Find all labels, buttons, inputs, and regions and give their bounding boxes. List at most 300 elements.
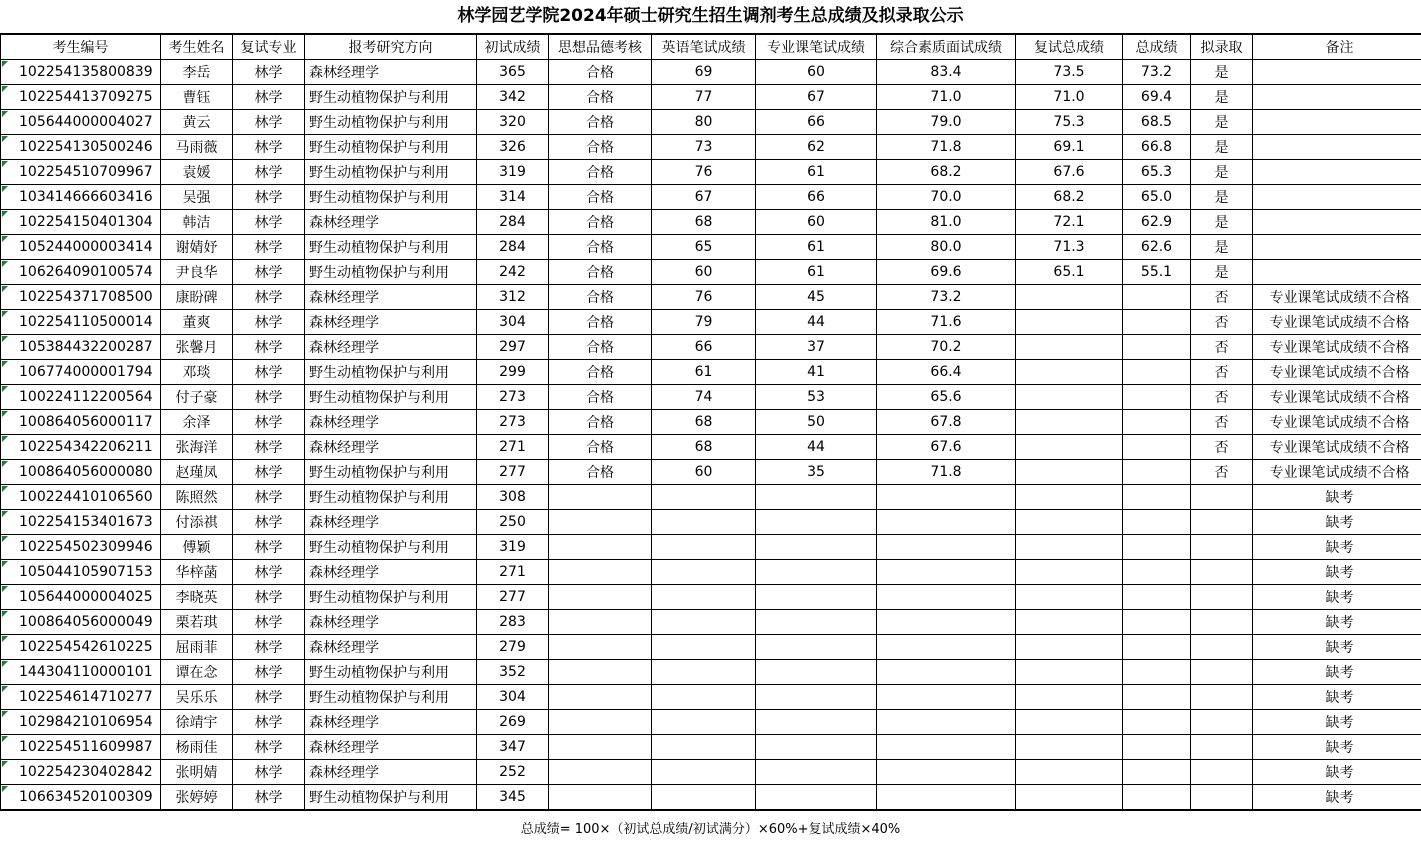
remark-cell[interactable]: 缺考 bbox=[1253, 635, 1421, 660]
major-course-cell[interactable] bbox=[756, 685, 877, 710]
direction-cell[interactable]: 野生动植物保护与利用 bbox=[305, 460, 477, 485]
direction-cell[interactable]: 森林经理学 bbox=[305, 335, 477, 360]
total-score-cell[interactable]: 62.9 bbox=[1123, 210, 1191, 235]
prelim-score-cell[interactable]: 365 bbox=[477, 60, 549, 85]
column-header[interactable]: 综合素质面试成绩 bbox=[877, 35, 1016, 60]
total-score-cell[interactable] bbox=[1123, 410, 1191, 435]
remark-cell[interactable]: 专业课笔试成绩不合格 bbox=[1253, 410, 1421, 435]
remark-cell[interactable]: 缺考 bbox=[1253, 535, 1421, 560]
total-score-cell[interactable] bbox=[1123, 610, 1191, 635]
major-cell[interactable]: 林学 bbox=[233, 585, 305, 610]
major-cell[interactable]: 林学 bbox=[233, 635, 305, 660]
english-cell[interactable]: 69 bbox=[652, 60, 756, 85]
english-cell[interactable] bbox=[652, 710, 756, 735]
retest-total-cell[interactable]: 75.3 bbox=[1016, 110, 1123, 135]
total-score-cell[interactable] bbox=[1123, 585, 1191, 610]
direction-cell[interactable]: 野生动植物保护与利用 bbox=[305, 110, 477, 135]
name-cell[interactable]: 赵瑾凤 bbox=[161, 460, 233, 485]
moral-cell[interactable]: 合格 bbox=[549, 460, 652, 485]
candidate-id-cell[interactable]: 102254342206211 bbox=[1, 435, 161, 460]
english-cell[interactable]: 60 bbox=[652, 460, 756, 485]
major-course-cell[interactable]: 35 bbox=[756, 460, 877, 485]
admit-cell[interactable]: 是 bbox=[1191, 160, 1253, 185]
total-score-cell[interactable]: 55.1 bbox=[1123, 260, 1191, 285]
admit-cell[interactable]: 是 bbox=[1191, 135, 1253, 160]
major-cell[interactable]: 林学 bbox=[233, 185, 305, 210]
column-header[interactable]: 总成绩 bbox=[1123, 35, 1191, 60]
total-score-cell[interactable]: 62.6 bbox=[1123, 235, 1191, 260]
interview-cell[interactable] bbox=[877, 635, 1016, 660]
remark-cell[interactable]: 缺考 bbox=[1253, 735, 1421, 760]
admit-cell[interactable] bbox=[1191, 735, 1253, 760]
retest-total-cell[interactable] bbox=[1016, 360, 1123, 385]
english-cell[interactable]: 76 bbox=[652, 285, 756, 310]
interview-cell[interactable]: 73.2 bbox=[877, 285, 1016, 310]
retest-total-cell[interactable] bbox=[1016, 610, 1123, 635]
candidate-id-cell[interactable]: 102254371708500 bbox=[1, 285, 161, 310]
remark-cell[interactable]: 缺考 bbox=[1253, 610, 1421, 635]
moral-cell[interactable]: 合格 bbox=[549, 60, 652, 85]
remark-cell[interactable]: 专业课笔试成绩不合格 bbox=[1253, 360, 1421, 385]
name-cell[interactable]: 余泽 bbox=[161, 410, 233, 435]
retest-total-cell[interactable] bbox=[1016, 410, 1123, 435]
remark-cell[interactable] bbox=[1253, 260, 1421, 285]
retest-total-cell[interactable] bbox=[1016, 785, 1123, 810]
name-cell[interactable]: 李岳 bbox=[161, 60, 233, 85]
column-header[interactable]: 初试成绩 bbox=[477, 35, 549, 60]
major-cell[interactable]: 林学 bbox=[233, 335, 305, 360]
direction-cell[interactable]: 野生动植物保护与利用 bbox=[305, 660, 477, 685]
major-course-cell[interactable] bbox=[756, 660, 877, 685]
prelim-score-cell[interactable]: 269 bbox=[477, 710, 549, 735]
candidate-id-cell[interactable]: 102984210106954 bbox=[1, 710, 161, 735]
major-course-cell[interactable]: 45 bbox=[756, 285, 877, 310]
major-cell[interactable]: 林学 bbox=[233, 485, 305, 510]
remark-cell[interactable] bbox=[1253, 160, 1421, 185]
prelim-score-cell[interactable]: 284 bbox=[477, 210, 549, 235]
direction-cell[interactable]: 森林经理学 bbox=[305, 435, 477, 460]
candidate-id-cell[interactable]: 102254135800839 bbox=[1, 60, 161, 85]
candidate-id-cell[interactable]: 102254510709967 bbox=[1, 160, 161, 185]
interview-cell[interactable]: 83.4 bbox=[877, 60, 1016, 85]
column-header[interactable]: 思想品德考核 bbox=[549, 35, 652, 60]
admit-cell[interactable]: 是 bbox=[1191, 60, 1253, 85]
major-cell[interactable]: 林学 bbox=[233, 85, 305, 110]
major-course-cell[interactable] bbox=[756, 710, 877, 735]
total-score-cell[interactable] bbox=[1123, 710, 1191, 735]
name-cell[interactable]: 马雨薇 bbox=[161, 135, 233, 160]
admit-cell[interactable] bbox=[1191, 760, 1253, 785]
total-score-cell[interactable]: 69.4 bbox=[1123, 85, 1191, 110]
moral-cell[interactable] bbox=[549, 735, 652, 760]
major-course-cell[interactable] bbox=[756, 760, 877, 785]
moral-cell[interactable]: 合格 bbox=[549, 85, 652, 110]
retest-total-cell[interactable] bbox=[1016, 335, 1123, 360]
retest-total-cell[interactable] bbox=[1016, 760, 1123, 785]
interview-cell[interactable]: 69.6 bbox=[877, 260, 1016, 285]
total-score-cell[interactable] bbox=[1123, 760, 1191, 785]
prelim-score-cell[interactable]: 277 bbox=[477, 460, 549, 485]
direction-cell[interactable]: 野生动植物保护与利用 bbox=[305, 135, 477, 160]
direction-cell[interactable]: 野生动植物保护与利用 bbox=[305, 385, 477, 410]
total-score-cell[interactable] bbox=[1123, 435, 1191, 460]
column-header[interactable]: 英语笔试成绩 bbox=[652, 35, 756, 60]
major-cell[interactable]: 林学 bbox=[233, 310, 305, 335]
interview-cell[interactable] bbox=[877, 560, 1016, 585]
english-cell[interactable] bbox=[652, 585, 756, 610]
english-cell[interactable]: 74 bbox=[652, 385, 756, 410]
name-cell[interactable]: 张馨月 bbox=[161, 335, 233, 360]
direction-cell[interactable]: 野生动植物保护与利用 bbox=[305, 260, 477, 285]
moral-cell[interactable]: 合格 bbox=[549, 335, 652, 360]
major-course-cell[interactable] bbox=[756, 735, 877, 760]
major-course-cell[interactable]: 44 bbox=[756, 435, 877, 460]
prelim-score-cell[interactable]: 326 bbox=[477, 135, 549, 160]
name-cell[interactable]: 谢婧妤 bbox=[161, 235, 233, 260]
remark-cell[interactable] bbox=[1253, 185, 1421, 210]
prelim-score-cell[interactable]: 242 bbox=[477, 260, 549, 285]
english-cell[interactable]: 77 bbox=[652, 85, 756, 110]
english-cell[interactable] bbox=[652, 560, 756, 585]
candidate-id-cell[interactable]: 105044105907153 bbox=[1, 560, 161, 585]
column-header[interactable]: 复试总成绩 bbox=[1016, 35, 1123, 60]
retest-total-cell[interactable]: 67.6 bbox=[1016, 160, 1123, 185]
retest-total-cell[interactable] bbox=[1016, 285, 1123, 310]
major-course-cell[interactable]: 37 bbox=[756, 335, 877, 360]
major-course-cell[interactable]: 60 bbox=[756, 60, 877, 85]
english-cell[interactable] bbox=[652, 635, 756, 660]
moral-cell[interactable] bbox=[549, 535, 652, 560]
english-cell[interactable] bbox=[652, 735, 756, 760]
major-cell[interactable]: 林学 bbox=[233, 160, 305, 185]
major-course-cell[interactable] bbox=[756, 485, 877, 510]
remark-cell[interactable]: 专业课笔试成绩不合格 bbox=[1253, 285, 1421, 310]
prelim-score-cell[interactable]: 347 bbox=[477, 735, 549, 760]
major-cell[interactable]: 林学 bbox=[233, 410, 305, 435]
major-course-cell[interactable] bbox=[756, 785, 877, 810]
direction-cell[interactable]: 野生动植物保护与利用 bbox=[305, 160, 477, 185]
candidate-id-cell[interactable]: 106264090100574 bbox=[1, 260, 161, 285]
admit-cell[interactable]: 否 bbox=[1191, 310, 1253, 335]
retest-total-cell[interactable]: 69.1 bbox=[1016, 135, 1123, 160]
candidate-id-cell[interactable]: 102254511609987 bbox=[1, 735, 161, 760]
total-score-cell[interactable] bbox=[1123, 785, 1191, 810]
retest-total-cell[interactable] bbox=[1016, 510, 1123, 535]
remark-cell[interactable] bbox=[1253, 235, 1421, 260]
direction-cell[interactable]: 森林经理学 bbox=[305, 560, 477, 585]
candidate-id-cell[interactable]: 105384432200287 bbox=[1, 335, 161, 360]
interview-cell[interactable] bbox=[877, 535, 1016, 560]
retest-total-cell[interactable] bbox=[1016, 535, 1123, 560]
direction-cell[interactable]: 野生动植物保护与利用 bbox=[305, 85, 477, 110]
moral-cell[interactable]: 合格 bbox=[549, 285, 652, 310]
moral-cell[interactable] bbox=[549, 560, 652, 585]
retest-total-cell[interactable] bbox=[1016, 635, 1123, 660]
interview-cell[interactable]: 71.8 bbox=[877, 135, 1016, 160]
name-cell[interactable]: 张明婧 bbox=[161, 760, 233, 785]
total-score-cell[interactable] bbox=[1123, 510, 1191, 535]
prelim-score-cell[interactable]: 319 bbox=[477, 535, 549, 560]
major-cell[interactable]: 林学 bbox=[233, 785, 305, 810]
interview-cell[interactable]: 80.0 bbox=[877, 235, 1016, 260]
remark-cell[interactable]: 专业课笔试成绩不合格 bbox=[1253, 435, 1421, 460]
total-score-cell[interactable] bbox=[1123, 560, 1191, 585]
retest-total-cell[interactable]: 73.5 bbox=[1016, 60, 1123, 85]
english-cell[interactable]: 73 bbox=[652, 135, 756, 160]
moral-cell[interactable] bbox=[549, 510, 652, 535]
direction-cell[interactable]: 野生动植物保护与利用 bbox=[305, 185, 477, 210]
name-cell[interactable]: 张婷婷 bbox=[161, 785, 233, 810]
direction-cell[interactable]: 野生动植物保护与利用 bbox=[305, 360, 477, 385]
prelim-score-cell[interactable]: 273 bbox=[477, 410, 549, 435]
interview-cell[interactable]: 68.2 bbox=[877, 160, 1016, 185]
name-cell[interactable]: 屈雨菲 bbox=[161, 635, 233, 660]
name-cell[interactable]: 傅颖 bbox=[161, 535, 233, 560]
major-course-cell[interactable]: 44 bbox=[756, 310, 877, 335]
major-course-cell[interactable]: 66 bbox=[756, 185, 877, 210]
english-cell[interactable] bbox=[652, 510, 756, 535]
admit-cell[interactable] bbox=[1191, 510, 1253, 535]
major-course-cell[interactable]: 41 bbox=[756, 360, 877, 385]
name-cell[interactable]: 付子豪 bbox=[161, 385, 233, 410]
name-cell[interactable]: 李晓英 bbox=[161, 585, 233, 610]
moral-cell[interactable] bbox=[549, 785, 652, 810]
retest-total-cell[interactable] bbox=[1016, 460, 1123, 485]
interview-cell[interactable]: 71.0 bbox=[877, 85, 1016, 110]
interview-cell[interactable] bbox=[877, 510, 1016, 535]
retest-total-cell[interactable]: 68.2 bbox=[1016, 185, 1123, 210]
admit-cell[interactable]: 否 bbox=[1191, 435, 1253, 460]
interview-cell[interactable] bbox=[877, 785, 1016, 810]
retest-total-cell[interactable]: 71.3 bbox=[1016, 235, 1123, 260]
candidate-id-cell[interactable]: 102254230402842 bbox=[1, 760, 161, 785]
prelim-score-cell[interactable]: 299 bbox=[477, 360, 549, 385]
admit-cell[interactable]: 否 bbox=[1191, 410, 1253, 435]
remark-cell[interactable]: 专业课笔试成绩不合格 bbox=[1253, 460, 1421, 485]
prelim-score-cell[interactable]: 271 bbox=[477, 560, 549, 585]
english-cell[interactable]: 80 bbox=[652, 110, 756, 135]
total-score-cell[interactable] bbox=[1123, 685, 1191, 710]
interview-cell[interactable] bbox=[877, 585, 1016, 610]
english-cell[interactable]: 65 bbox=[652, 235, 756, 260]
name-cell[interactable]: 黄云 bbox=[161, 110, 233, 135]
prelim-score-cell[interactable]: 283 bbox=[477, 610, 549, 635]
interview-cell[interactable] bbox=[877, 485, 1016, 510]
candidate-id-cell[interactable]: 105644000004025 bbox=[1, 585, 161, 610]
admit-cell[interactable] bbox=[1191, 685, 1253, 710]
total-score-cell[interactable]: 65.3 bbox=[1123, 160, 1191, 185]
prelim-score-cell[interactable]: 271 bbox=[477, 435, 549, 460]
major-course-cell[interactable] bbox=[756, 635, 877, 660]
admit-cell[interactable] bbox=[1191, 635, 1253, 660]
direction-cell[interactable]: 森林经理学 bbox=[305, 610, 477, 635]
interview-cell[interactable]: 65.6 bbox=[877, 385, 1016, 410]
total-score-cell[interactable]: 66.8 bbox=[1123, 135, 1191, 160]
major-course-cell[interactable]: 60 bbox=[756, 210, 877, 235]
admit-cell[interactable]: 是 bbox=[1191, 85, 1253, 110]
name-cell[interactable]: 徐靖宇 bbox=[161, 710, 233, 735]
interview-cell[interactable]: 67.6 bbox=[877, 435, 1016, 460]
retest-total-cell[interactable] bbox=[1016, 310, 1123, 335]
name-cell[interactable]: 袁媛 bbox=[161, 160, 233, 185]
admit-cell[interactable] bbox=[1191, 660, 1253, 685]
name-cell[interactable]: 杨雨佳 bbox=[161, 735, 233, 760]
major-cell[interactable]: 林学 bbox=[233, 660, 305, 685]
english-cell[interactable] bbox=[652, 610, 756, 635]
admit-cell[interactable]: 是 bbox=[1191, 235, 1253, 260]
remark-cell[interactable]: 缺考 bbox=[1253, 510, 1421, 535]
interview-cell[interactable] bbox=[877, 710, 1016, 735]
total-score-cell[interactable]: 65.0 bbox=[1123, 185, 1191, 210]
candidate-id-cell[interactable]: 103414666603416 bbox=[1, 185, 161, 210]
direction-cell[interactable]: 森林经理学 bbox=[305, 510, 477, 535]
remark-cell[interactable]: 缺考 bbox=[1253, 710, 1421, 735]
prelim-score-cell[interactable]: 297 bbox=[477, 335, 549, 360]
prelim-score-cell[interactable]: 252 bbox=[477, 760, 549, 785]
admit-cell[interactable] bbox=[1191, 785, 1253, 810]
moral-cell[interactable]: 合格 bbox=[549, 310, 652, 335]
interview-cell[interactable]: 79.0 bbox=[877, 110, 1016, 135]
candidate-id-cell[interactable]: 102254153401673 bbox=[1, 510, 161, 535]
candidate-id-cell[interactable]: 102254130500246 bbox=[1, 135, 161, 160]
name-cell[interactable]: 陈照然 bbox=[161, 485, 233, 510]
name-cell[interactable]: 华梓菡 bbox=[161, 560, 233, 585]
english-cell[interactable]: 68 bbox=[652, 210, 756, 235]
remark-cell[interactable] bbox=[1253, 135, 1421, 160]
major-cell[interactable]: 林学 bbox=[233, 260, 305, 285]
retest-total-cell[interactable] bbox=[1016, 485, 1123, 510]
direction-cell[interactable]: 森林经理学 bbox=[305, 210, 477, 235]
prelim-score-cell[interactable]: 250 bbox=[477, 510, 549, 535]
major-course-cell[interactable] bbox=[756, 585, 877, 610]
candidate-id-cell[interactable]: 100864056000080 bbox=[1, 460, 161, 485]
column-header[interactable]: 报考研究方向 bbox=[305, 35, 477, 60]
column-header[interactable]: 备注 bbox=[1253, 35, 1421, 60]
remark-cell[interactable]: 专业课笔试成绩不合格 bbox=[1253, 385, 1421, 410]
prelim-score-cell[interactable]: 312 bbox=[477, 285, 549, 310]
candidate-id-cell[interactable]: 102254150401304 bbox=[1, 210, 161, 235]
admit-cell[interactable] bbox=[1191, 610, 1253, 635]
total-score-cell[interactable] bbox=[1123, 535, 1191, 560]
english-cell[interactable] bbox=[652, 535, 756, 560]
moral-cell[interactable]: 合格 bbox=[549, 435, 652, 460]
major-course-cell[interactable] bbox=[756, 560, 877, 585]
retest-total-cell[interactable] bbox=[1016, 685, 1123, 710]
major-course-cell[interactable]: 61 bbox=[756, 260, 877, 285]
major-cell[interactable]: 林学 bbox=[233, 735, 305, 760]
candidate-id-cell[interactable]: 100864056000049 bbox=[1, 610, 161, 635]
major-cell[interactable]: 林学 bbox=[233, 560, 305, 585]
column-header[interactable]: 专业课笔试成绩 bbox=[756, 35, 877, 60]
prelim-score-cell[interactable]: 314 bbox=[477, 185, 549, 210]
moral-cell[interactable] bbox=[549, 760, 652, 785]
retest-total-cell[interactable] bbox=[1016, 435, 1123, 460]
major-course-cell[interactable]: 66 bbox=[756, 110, 877, 135]
total-score-cell[interactable] bbox=[1123, 310, 1191, 335]
column-header[interactable]: 考生编号 bbox=[1, 35, 161, 60]
name-cell[interactable]: 韩洁 bbox=[161, 210, 233, 235]
major-cell[interactable]: 林学 bbox=[233, 235, 305, 260]
moral-cell[interactable]: 合格 bbox=[549, 360, 652, 385]
prelim-score-cell[interactable]: 345 bbox=[477, 785, 549, 810]
english-cell[interactable]: 79 bbox=[652, 310, 756, 335]
moral-cell[interactable]: 合格 bbox=[549, 135, 652, 160]
candidate-id-cell[interactable]: 100224410106560 bbox=[1, 485, 161, 510]
english-cell[interactable]: 68 bbox=[652, 410, 756, 435]
total-score-cell[interactable] bbox=[1123, 285, 1191, 310]
name-cell[interactable]: 张海洋 bbox=[161, 435, 233, 460]
interview-cell[interactable]: 66.4 bbox=[877, 360, 1016, 385]
name-cell[interactable]: 邓琰 bbox=[161, 360, 233, 385]
retest-total-cell[interactable] bbox=[1016, 660, 1123, 685]
admit-cell[interactable] bbox=[1191, 560, 1253, 585]
candidate-id-cell[interactable]: 144304110000101 bbox=[1, 660, 161, 685]
total-score-cell[interactable] bbox=[1123, 735, 1191, 760]
remark-cell[interactable] bbox=[1253, 85, 1421, 110]
admit-cell[interactable]: 否 bbox=[1191, 460, 1253, 485]
major-course-cell[interactable] bbox=[756, 535, 877, 560]
prelim-score-cell[interactable]: 279 bbox=[477, 635, 549, 660]
major-course-cell[interactable] bbox=[756, 510, 877, 535]
english-cell[interactable]: 76 bbox=[652, 160, 756, 185]
direction-cell[interactable]: 森林经理学 bbox=[305, 635, 477, 660]
direction-cell[interactable]: 森林经理学 bbox=[305, 760, 477, 785]
major-cell[interactable]: 林学 bbox=[233, 460, 305, 485]
english-cell[interactable] bbox=[652, 685, 756, 710]
major-course-cell[interactable] bbox=[756, 610, 877, 635]
major-cell[interactable]: 林学 bbox=[233, 385, 305, 410]
english-cell[interactable] bbox=[652, 485, 756, 510]
major-course-cell[interactable]: 53 bbox=[756, 385, 877, 410]
prelim-score-cell[interactable]: 320 bbox=[477, 110, 549, 135]
admit-cell[interactable]: 是 bbox=[1191, 110, 1253, 135]
direction-cell[interactable]: 野生动植物保护与利用 bbox=[305, 585, 477, 610]
name-cell[interactable]: 尹良华 bbox=[161, 260, 233, 285]
candidate-id-cell[interactable]: 100864056000117 bbox=[1, 410, 161, 435]
major-course-cell[interactable]: 67 bbox=[756, 85, 877, 110]
prelim-score-cell[interactable]: 277 bbox=[477, 585, 549, 610]
moral-cell[interactable]: 合格 bbox=[549, 210, 652, 235]
english-cell[interactable]: 68 bbox=[652, 435, 756, 460]
english-cell[interactable]: 66 bbox=[652, 335, 756, 360]
major-cell[interactable]: 林学 bbox=[233, 710, 305, 735]
candidate-id-cell[interactable]: 100224112200564 bbox=[1, 385, 161, 410]
interview-cell[interactable] bbox=[877, 735, 1016, 760]
remark-cell[interactable]: 缺考 bbox=[1253, 585, 1421, 610]
name-cell[interactable]: 吴乐乐 bbox=[161, 685, 233, 710]
candidate-id-cell[interactable]: 106774000001794 bbox=[1, 360, 161, 385]
retest-total-cell[interactable] bbox=[1016, 585, 1123, 610]
remark-cell[interactable]: 缺考 bbox=[1253, 660, 1421, 685]
direction-cell[interactable]: 野生动植物保护与利用 bbox=[305, 535, 477, 560]
remark-cell[interactable]: 缺考 bbox=[1253, 785, 1421, 810]
total-score-cell[interactable]: 68.5 bbox=[1123, 110, 1191, 135]
moral-cell[interactable] bbox=[549, 685, 652, 710]
remark-cell[interactable]: 专业课笔试成绩不合格 bbox=[1253, 335, 1421, 360]
prelim-score-cell[interactable]: 304 bbox=[477, 685, 549, 710]
interview-cell[interactable] bbox=[877, 685, 1016, 710]
moral-cell[interactable] bbox=[549, 610, 652, 635]
moral-cell[interactable]: 合格 bbox=[549, 160, 652, 185]
admit-cell[interactable] bbox=[1191, 710, 1253, 735]
admit-cell[interactable]: 否 bbox=[1191, 385, 1253, 410]
major-course-cell[interactable]: 61 bbox=[756, 235, 877, 260]
moral-cell[interactable]: 合格 bbox=[549, 185, 652, 210]
prelim-score-cell[interactable]: 304 bbox=[477, 310, 549, 335]
interview-cell[interactable] bbox=[877, 760, 1016, 785]
moral-cell[interactable] bbox=[549, 485, 652, 510]
candidate-id-cell[interactable]: 105644000004027 bbox=[1, 110, 161, 135]
